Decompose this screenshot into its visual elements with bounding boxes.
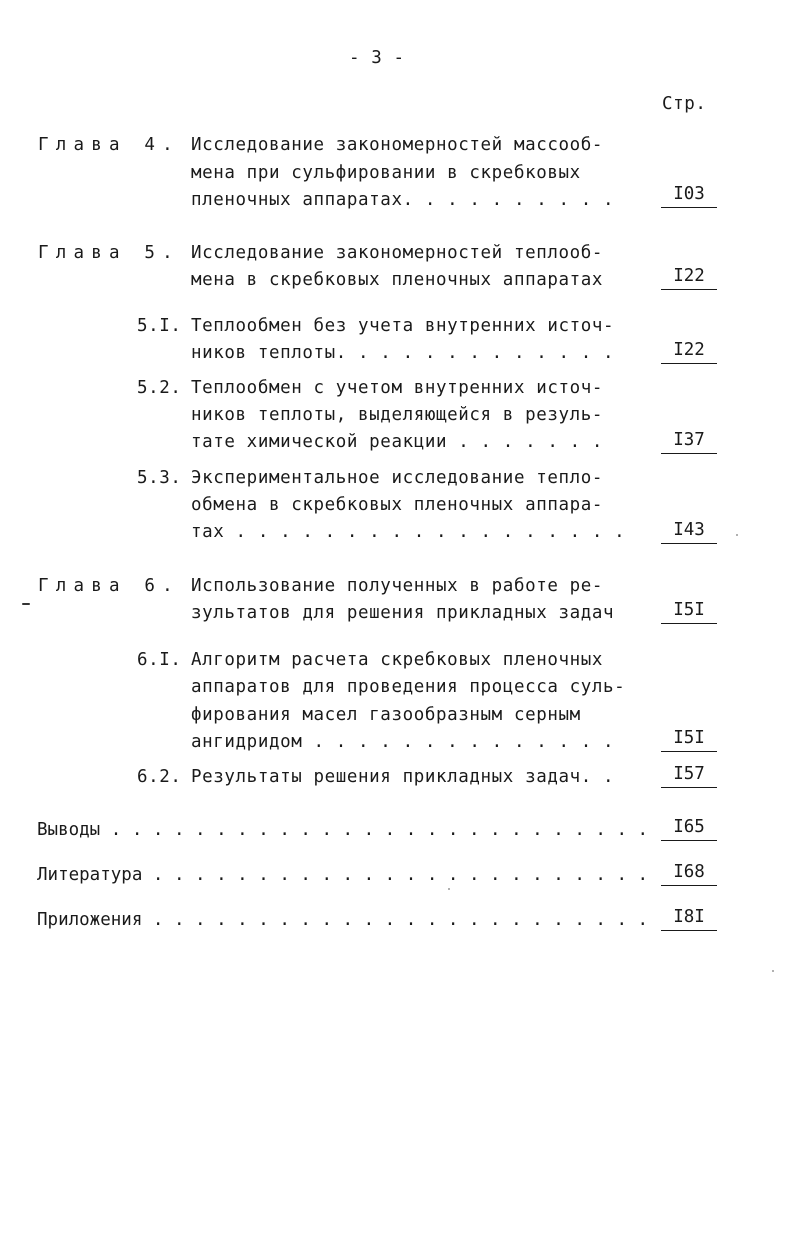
toc-page-number: I03	[661, 184, 717, 208]
toc-prefix: Глава 5.	[38, 243, 180, 263]
page-column-header: Стр.	[662, 94, 707, 114]
toc-prefix: 6.2.	[137, 767, 182, 787]
toc-line: ангидридом . . . . . . . . . . . . . .	[191, 732, 615, 752]
toc-line: Теплообмен с учетом внутренних источ-	[191, 378, 604, 398]
toc-page-number: I65	[661, 817, 717, 841]
toc-line: мена в скребковых пленочных аппаратах	[191, 270, 604, 290]
page-number: - 3 -	[349, 48, 405, 68]
toc-line: Приложения . . . . . . . . . . . . . . . . . . . . . . . .	[37, 910, 649, 930]
toc-page-number: I5I	[661, 728, 717, 752]
toc-line: тах . . . . . . . . . . . . . . . . . .	[191, 522, 626, 542]
toc-page-number: I37	[661, 430, 717, 454]
toc-prefix: 5.3.	[137, 468, 182, 488]
toc-line: Выводы . . . . . . . . . . . . . . . . . . . . . . . . . .	[37, 820, 649, 840]
toc-line: Экспериментальное исследование тепло-	[191, 468, 604, 488]
toc-page-number: I8I	[661, 907, 717, 931]
scan-speck	[448, 888, 450, 890]
toc-page-number: I22	[661, 340, 717, 364]
toc-line: аппаратов для проведения процесса суль-	[191, 677, 626, 697]
toc-line: Алгоритм расчета скребковых пленочных	[191, 650, 604, 670]
toc-prefix: 5.I.	[137, 316, 182, 336]
toc-page-number: I43	[661, 520, 717, 544]
toc-prefix: Глава 4.	[38, 135, 180, 155]
toc-line: Использование полученных в работе ре-	[191, 576, 604, 596]
toc-prefix: 5.2.	[137, 378, 182, 398]
scan-speck	[772, 970, 774, 972]
toc-page-number: I57	[661, 764, 717, 788]
toc-line: Исследование закономерностей теплооб-	[191, 243, 604, 263]
toc-line: ников теплоты, выделяющейся в резуль-	[191, 405, 604, 425]
toc-prefix: Глава 6.	[38, 576, 180, 596]
toc-line: пленочных аппаратах. . . . . . . . . .	[191, 190, 615, 210]
toc-line: Результаты решения прикладных задач. .	[191, 767, 615, 787]
toc-line: Теплообмен без учета внутренних источ-	[191, 316, 615, 336]
toc-line: фирования масел газообразным серным	[191, 705, 581, 725]
toc-page-number: I5I	[661, 600, 717, 624]
toc-line: ников теплоты. . . . . . . . . . . . .	[191, 343, 615, 363]
toc-line: тате химической реакции . . . . . . .	[191, 432, 604, 452]
toc-line: зультатов для решения прикладных задач	[191, 603, 615, 623]
toc-line: обмена в скребковых пленочных аппара-	[191, 495, 604, 515]
toc-page-number: I68	[661, 862, 717, 886]
toc-prefix: 6.I.	[137, 650, 182, 670]
toc-line: Литература . . . . . . . . . . . . . . . . . . . . . . . .	[37, 865, 649, 885]
scan-speck	[22, 603, 30, 605]
toc-line: Исследование закономерностей массооб-	[191, 135, 604, 155]
toc-page-number: I22	[661, 266, 717, 290]
toc-line: мена при сульфировании в скребковых	[191, 163, 581, 183]
scan-speck	[736, 534, 738, 536]
